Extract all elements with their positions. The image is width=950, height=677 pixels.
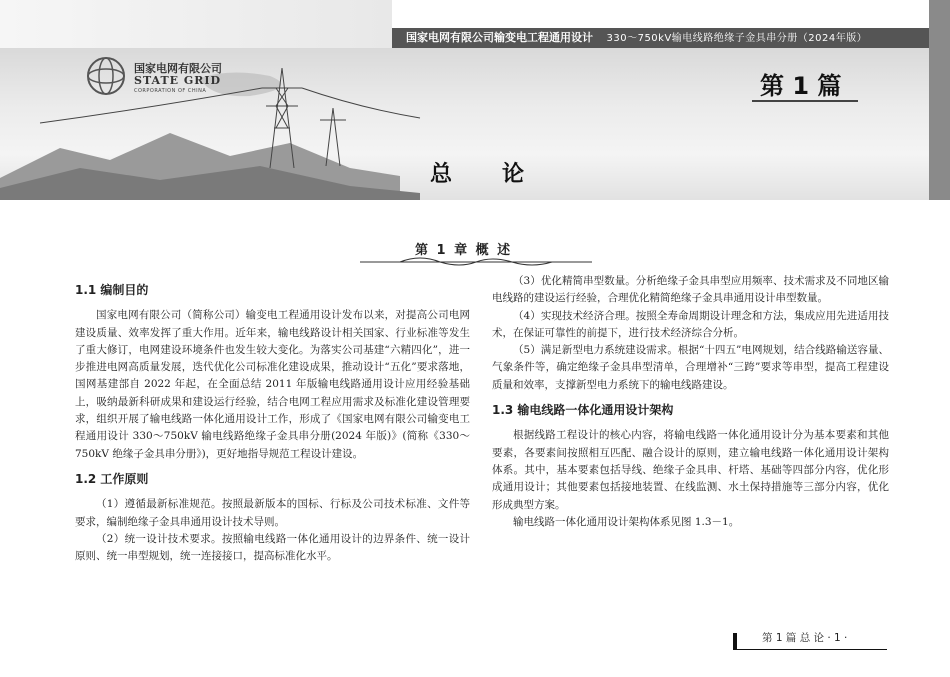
paragraph: （4）实现技术经济合理。按照全寿命周期设计理念和方法，集成应用先进适用技术，在保证可靠性的前提下，进行技术经济综合分析。: [492, 309, 889, 339]
paragraph: 国家电网有限公司（简称公司）输变电工程通用设计发布以来，对提高公司电网建设质量、效率发挥了重大作用。近年来，输电线路设计相关国家、行业标准等发生了重大修订，电网建设环境条件也发生较大变化。为落实公司基建“六精四化”，进一步推进电网高质量发展，迭代优化公司标准化建设成果，推动设计“五化”要求落地，国网基建部自 2022 年起，在全面总结 2011 年版输电线路通用设计应用经验基础上，吸纳最新科研成果和建设运行经验，结合电网工程应用需求及标准化建设管理要求，组织开展了输电线路一体化通用设计工作，形成了《国家电网有限公司输变电工程通用设计 330～750kV 输电线路绝缘子金具串分册(2024 年版)》(简称《330～750kV 绝缘子金具串分册》)，更好地指导规范工程设计建设。: [75, 309, 470, 460]
part-title: 总论: [430, 162, 575, 187]
running-header: [392, 28, 929, 48]
header-background: [0, 0, 392, 48]
part-underline: [752, 100, 858, 102]
section-heading: 1.3 输电线路一体化通用设计架构: [492, 403, 674, 418]
section-heading: 1.1 编制目的: [75, 283, 149, 297]
chapter-title: 第 1 章 概 述: [415, 243, 513, 258]
footer-rule: [737, 649, 887, 650]
logo-name-cn: 国家电网有限公司: [134, 62, 222, 75]
logo-name-en2: CORPORATION OF CHINA: [134, 88, 207, 94]
part-label: 第 1 篇: [760, 72, 842, 100]
header-subtitle: 330～750kV输电线路绝缘子金具串分册（2024年版）: [606, 33, 868, 44]
paragraph: 根据线路工程设计的核心内容，将输电线路一体化通用设计分为基本要素和其他要素，各要素间按照相互匹配、融合设计的原则，建立输电线路一体化通用设计架构体系。其中，基本要素包括导线、绝缘子金具串、杆塔、基础等四部分内容，优化形成通用设计；其他要素包括接地装置、在线监测、水土保持措施等三部分内容，优化形成典型方案。: [492, 429, 889, 511]
paragraph: （3）优化精简串型数量。分析绝缘子金具串型应用频率、技术需求及不同地区输电线路的建设运行经验，合理优化精简绝缘子金具串通用设计串型数量。: [492, 275, 889, 305]
paragraph: （2）统一设计技术要求。按照输电线路一体化通用设计的边界条件、统一设计原则、统一串型规划，统一连接接口，提高标准化水平。: [75, 532, 470, 563]
left-column: [75, 282, 470, 565]
paragraph: 输电线路一体化通用设计架构体系见图 1.3－1。: [513, 515, 740, 528]
page-footer: 第 1 篇 总 论 · 1 ·: [762, 632, 848, 644]
footer-marker: [733, 633, 737, 650]
edge-strip: [929, 0, 950, 200]
logo-name-en: STATE GRID: [134, 74, 222, 87]
chapter-ornament-icon: [360, 254, 592, 268]
right-column: [492, 273, 889, 531]
paragraph: （1）遵循最新标准规范。按照最新版本的国标、行标及公司技术标准、文件等要求，编制绝缘子金具串通用设计技术导则。: [75, 498, 470, 528]
section-heading: 1.2 工作原则: [75, 471, 149, 486]
header-title: 国家电网有限公司输变电工程通用设计: [406, 31, 593, 44]
paragraph: （5）满足新型电力系统建设需求。根据“十四五”电网规划，结合线路输送容量、气象条件等，确定绝缘子金具串型清单，合理增补“三跨”要求等串型，提高工程建设质量和效率，支撑新型电力系统下的输电线路建设。: [492, 344, 889, 391]
